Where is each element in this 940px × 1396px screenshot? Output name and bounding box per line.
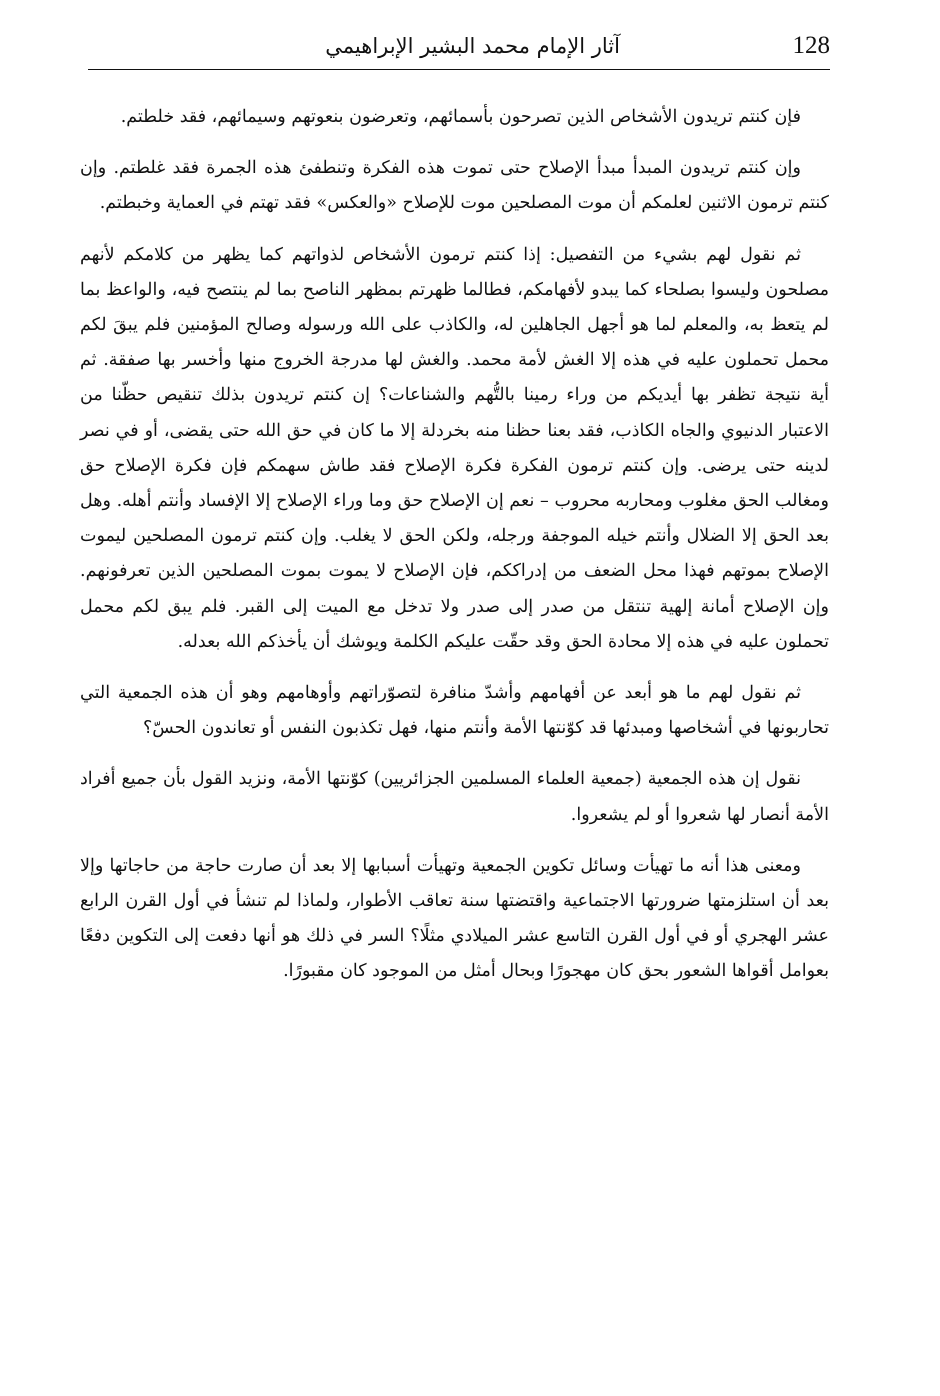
paragraph-5: نقول إن هذه الجمعية (جمعية العلماء المسلمين الجزائريين) كوّنتها الأمة، ونزيد القول بأن جميع أفراد الأمة أنصار لها شعروا أو لم يشعروا. <box>80 769 829 825</box>
paragraph-3: ثم نقول لهم بشيء من التفصيل: إذا كنتم ترمون الأشخاص لذواتهم كما يظهر من كلامكم لأنهم مصلحون وليسوا بصلحاء كما يبدو لأفهامكم، فطالما ظهرتم بمظهر الناصح بما لم ينتصح فيه، والواعظ بما لم يتعظ به، والمعلم لما هو أجهل الجاهلين له، والكاذب على الله ورسوله وصالح المؤمنين فلم يبقَ لكم محمل تحملون عليه في هذه إلا الغش لأمة محمد. والغش لها مدرجة الخروج منها وأخسر بها صفقة. ثم أية نتيجة تظفر بها أيديكم من وراء رمينا بالتُّهم والشناعات؟ إن كنتم تريدون بذلك تنقيص حظّنا من الاعتبار الدنيوي والجاه الكاذب، فقد بعنا حظنا منه بخردلة إلا ما كان في حق الله حتى يقضى، أو في نصر لدينه حتى يرضى. وإن كنتم ترمون الفكرة فكرة الإصلاح فقد طاش سهمكم فإن فكرة الإصلاح حق ومغالب الحق مغلوب ومحاربه محروب – نعم إن الإصلاح حق وما وراء الإصلاح إلا الإفساد وأنتم أهله. وهل بعد الحق إلا الضلال وأنتم خيله الموجفة ورجله، ولكن الحق لا يغلب. وإن كنتم ترمون المصلحين ليموت الإصلاح بموتهم فهذا محل الضعف من إدراككم، فإن الإصلاح لا يموت بموت المصلحين الذين تعرفونهم. وإن الإصلاح أمانة إلهية تنتقل من صدر إلى صدر ولا تدخل مع الميت إلى القبر. فلم يبق لكم محمل تحملون عليه في هذه إلا محادة الحق وقد حقّت عليكم الكلمة ويوشك أن يأخذكم الله بعدله. <box>80 244 829 652</box>
header-rule <box>88 69 830 70</box>
page-header <box>88 30 830 70</box>
paragraph-1: فإن كنتم تريدون الأشخاص الذين تصرحون بأسمائهم، وتعرضون بنعوتهم وسيمائهم، فقد خلطتم. <box>120 107 801 127</box>
body-text <box>80 100 829 1006</box>
running-title: آثار الإمام محمد البشير الإبراهيمي <box>325 34 620 58</box>
paragraph-4: ثم نقول لهم ما هو أبعد عن أفهامهم وأشدّ منافرة لتصوّراتهم وأوهامهم وهو أن هذه الجمعية التي تحاربونها في أشخاصها ومبدئها قد كوّنتها الأمة وأنتم منها، فهل تكذبون النفس أو تعاندون الحسّ؟ <box>80 683 829 739</box>
page-number: 128 <box>792 32 830 59</box>
paragraph-6: ومعنى هذا أنه ما تهيأت وسائل تكوين الجمعية وتهيأت أسبابها إلا بعد أن صارت حاجة من حاجاتها وإلا بعد أن استلزمتها ضرورتها الاجتماعية واقتضتها سنة تعاقب الأطوار، ولماذا لم تنشأ في أول القرن الرابع عشر الهجري أو في أول القرن التاسع عشر الميلادي مثلًا؟ السر في ذلك هو أنها دفعت إلى التكوين دفعًا بعوامل أقواها الشعور بحق كان مهجورًا وبحال أمثل من الموجود كان مقبورًا. <box>80 855 829 982</box>
paragraph-2: وإن كنتم تريدون المبدأ مبدأ الإصلاح حتى تموت هذه الفكرة وتنطفئ هذه الجمرة فقد غلطتم. وإن كنتم ترمون الاثنين لعلمكم أن موت المصلحين موت للإصلاح «والعكس» فقد تهتم في العماية وخبطتم. <box>80 158 829 214</box>
